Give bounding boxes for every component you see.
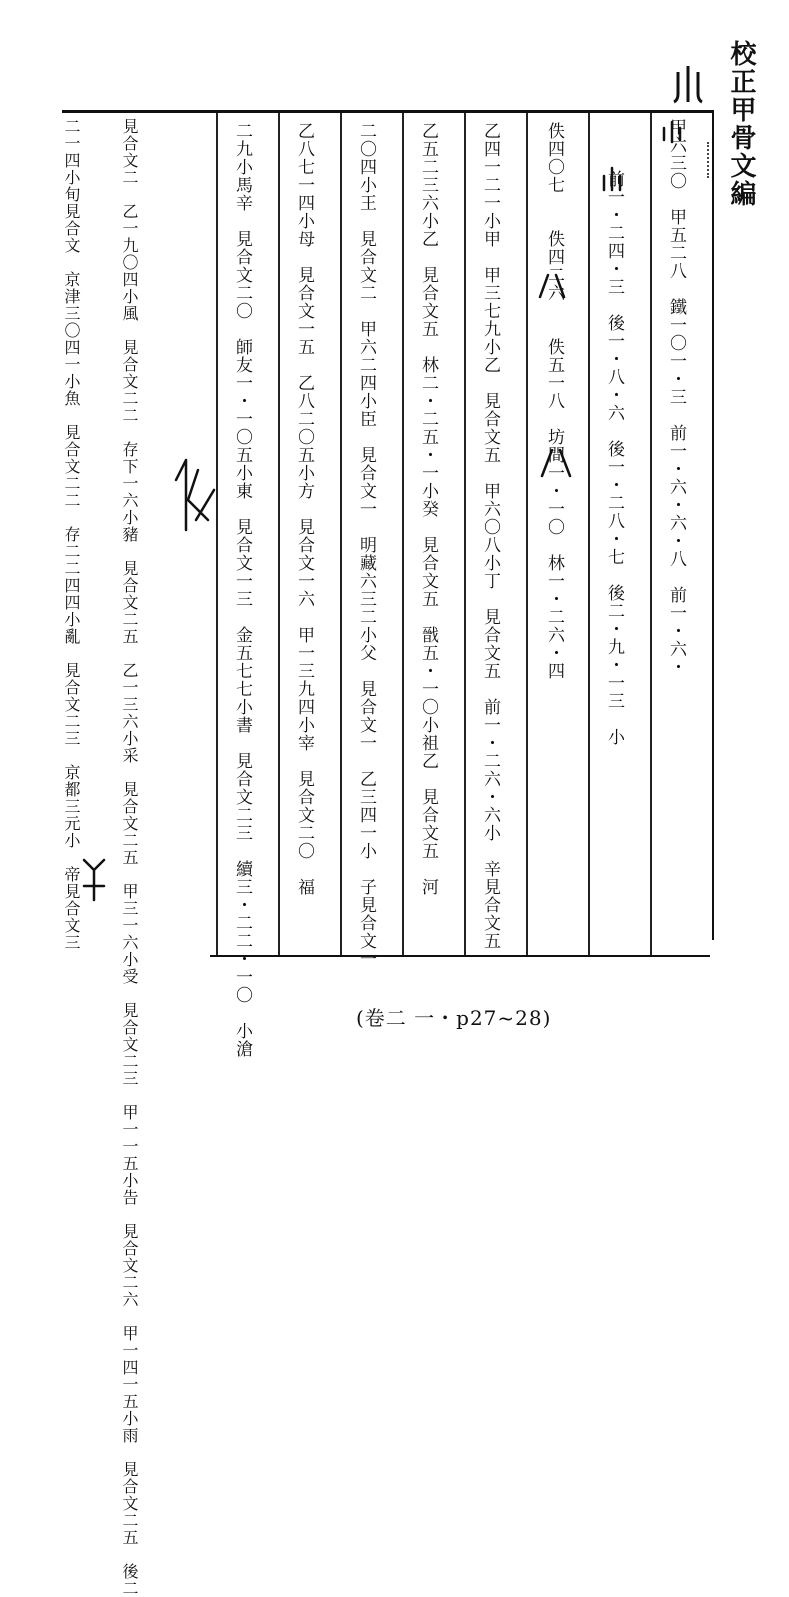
entry-ref: 見合文一 [356,446,376,518]
entry-ref: 鐵一〇一・三 [666,298,686,406]
entry-ref: 福 [294,878,314,896]
entry-ref: 見合文二 [356,230,376,302]
book-title: 校正甲骨文編 [726,40,756,208]
entry-ref: 師友一・一〇五小東 [232,338,252,500]
column-3-text [544,122,564,952]
column-2 [604,170,624,950]
column-10 [60,118,82,951]
entry-ref: 乙四一二一小甲 [480,122,500,248]
entry-ref: 帝見合文三 [62,866,81,951]
entry-ref: 見合文二 [120,118,139,186]
column-rule [216,113,218,955]
entry-ref: 小滄 [232,1022,252,1058]
column-9-text [116,118,142,1597]
entry-ref: 甲六〇八小丁 [480,482,500,590]
column-1 [666,118,686,948]
entry-ref: 乙一三六小采 [120,662,139,764]
entry-ref: 見合文二〇 [294,770,314,860]
column-7 [294,122,314,952]
column-rule [650,113,652,955]
oracle-glyph [84,860,104,900]
entry-ref: 甲六三〇 [666,118,686,190]
entry-ref: 見合文五 [418,788,438,860]
entry-ref: 後二 [120,1563,139,1597]
column-rule [278,113,280,955]
entry-ref: 二一四小旬見合文 [62,118,81,254]
entry-ref: 存下一六小豬 [120,441,139,543]
entry-ref: 甲五二八 [666,208,686,280]
entry-ref: 乙三四一小 [356,770,376,860]
frame-right-border [712,110,714,940]
column-8-text [232,122,252,1058]
column-4-text [480,122,500,952]
column-rule [588,113,590,955]
entry-ref: 見合文二五 [120,1461,139,1546]
entry-ref: 林二・二五・一小癸 [418,356,438,518]
entry-ref: 乙五二三六小乙 [418,122,438,248]
column-rule [402,113,404,955]
entry-ref: 京都三元小 [62,764,81,849]
column-4 [480,122,500,952]
entry-ref: 子見合文一 [356,878,376,968]
entry-ref: 河 [418,878,438,896]
entry-ref: 見合文五 [418,266,438,338]
head-character-xiao [666,62,710,106]
column-7-text [294,122,314,952]
entry-ref: 前一・二四・三 [604,170,624,296]
entry-ref: 見合文二五 [120,781,139,866]
entry-ref: 後一・八・六 [604,314,624,422]
entry-ref: 見合文一 [356,680,376,752]
side-mark [707,142,715,178]
column-10-text [60,118,82,951]
entry-ref: 戩五・一〇小祖乙 [418,626,438,770]
entry-ref: 甲一三九四小宰 [294,626,314,752]
column-8 [232,122,252,1058]
entry-ref: 乙一九〇四小風 [120,203,139,322]
page-footer: (卷二 一・p27~28) [356,1006,552,1030]
column-rule [340,113,342,955]
column-9 [116,118,142,1597]
entry-ref: 見合文二六 [120,1223,139,1308]
entry-ref: 辛見合文五 [480,860,500,950]
entry-ref: 小 [604,728,624,746]
entry-ref: 見合文二〇 [232,230,252,320]
entry-ref: 坊間一・一〇 [544,428,564,536]
entry-ref: 乙八七一四小母 [294,122,314,248]
entry-ref: 二九小馬辛 [232,122,252,212]
column-5-text [418,122,438,952]
entry-ref: 甲三七九小乙 [480,266,500,374]
entry-ref: 甲一四一五小雨 [120,1325,139,1444]
entry-ref: 後二・九・一三 [604,584,624,710]
entry-ref: 佚四二六 [544,230,564,302]
entry-ref: 見合文一六 [294,518,314,608]
entry-ref: 見合文二二 [62,424,81,509]
entry-ref: 前一・六・ [666,586,686,676]
entry-ref: 見合文二三 [232,752,252,842]
column-2-text [604,170,624,950]
entry-ref: 見合文五 [480,392,500,464]
entry-ref: 金五七七小書 [232,626,252,734]
entry-ref: 京津三〇四一小魚 [62,271,81,407]
column-6-text [356,122,376,968]
column-1-text [666,118,686,948]
entry-ref: 甲六二四小臣 [356,320,376,428]
entry-ref: 甲三一六小受 [120,883,139,985]
entry-ref: 見合文一五 [294,266,314,356]
entry-ref: 林一・二六・四 [544,554,564,680]
entry-ref: 存二二四四小亂 [62,526,81,645]
entry-ref: 乙八二〇五小方 [294,374,314,500]
entry-ref: 後一・二八・七 [604,440,624,566]
entry-ref: 前一・二六・六小 [480,698,500,842]
entry-ref: 二〇四小王 [356,122,376,212]
oracle-glyph [176,460,214,530]
entry-ref: 見合文二五 [120,560,139,645]
entry-ref: 佚五一八 [544,338,564,410]
column-5 [418,122,438,952]
column-3 [544,122,564,952]
entry-ref: 見合文二二 [120,339,139,424]
entry-ref: 續三・二二・一〇 [232,860,252,1004]
header-rule [62,110,712,113]
entry-ref: 見合文五 [418,536,438,608]
entry-ref: 見合文二三 [62,662,81,747]
entry-ref: 前一・六・六・八 [666,424,686,568]
entry-ref: 見合文五 [480,608,500,680]
entry-ref: 見合文一三 [232,518,252,608]
entry-ref: 甲一一五小告 [120,1104,139,1206]
entry-ref: 見合文二三 [120,1002,139,1087]
column-rule [526,113,528,955]
entry-ref: 明藏六三二小父 [356,536,376,662]
column-rule [464,113,466,955]
entry-ref: 佚四〇七 [544,122,564,194]
frame-bottom-border [210,955,710,957]
column-6 [356,122,376,968]
